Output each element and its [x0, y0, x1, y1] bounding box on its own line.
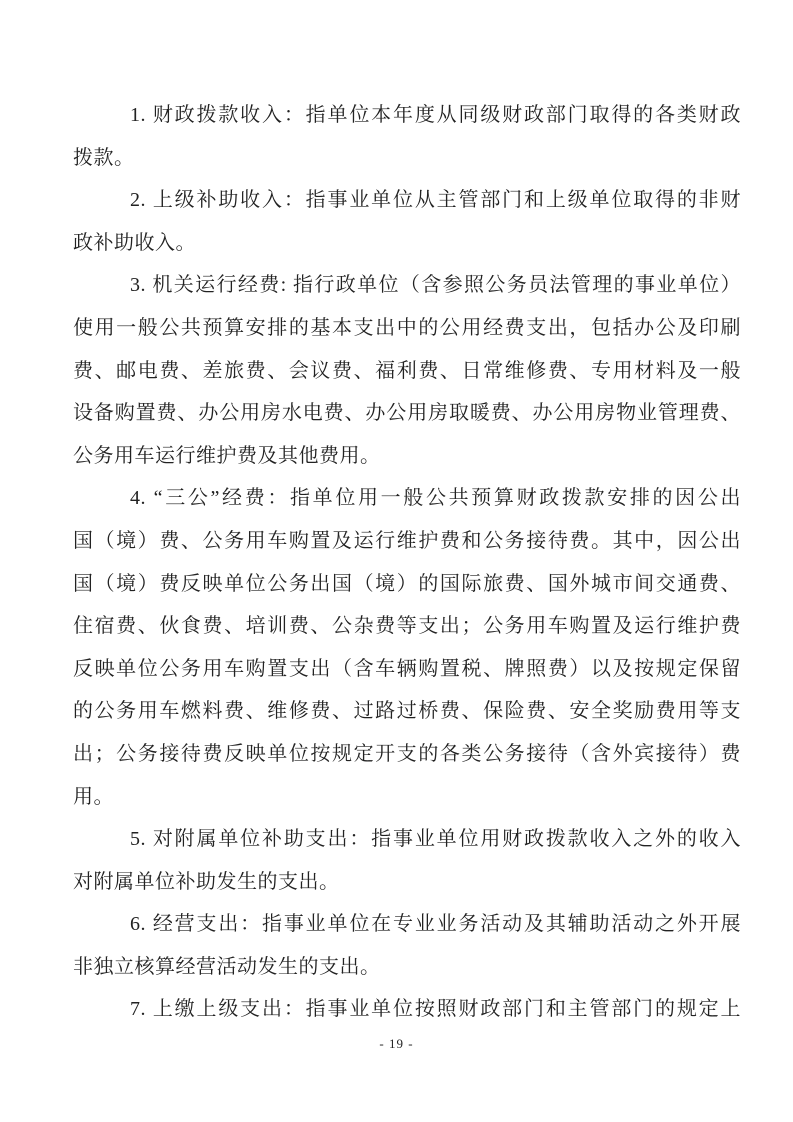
document-body [73, 94, 741, 1031]
text-line: 对附属单位补助发生的支出。 [73, 870, 340, 893]
text-line: 1. 财政拨款收入：指单位本年度从同级财政部门取得的各类财政 [130, 104, 741, 126]
text-line: 国（境）费反映单位公务出国（境）的国际旅费、国外城市间交通费、 [73, 572, 741, 595]
page-number: - 19 - [379, 1036, 414, 1051]
paragraph [73, 264, 741, 477]
text-line: 4. “三公”经费：指单位用一般公共预算财政拨款安排的因公出 [130, 487, 741, 510]
paragraph [73, 903, 741, 988]
text-line: 使用一般公共预算安排的基本支出中的公用经费支出，包括办公及印刷 [73, 316, 741, 339]
text-line: 5. 对附属单位补助支出：指事业单位用财政拨款收入之外的收入 [130, 828, 741, 851]
text-line: 6. 经营支出：指事业单位在专业业务活动及其辅助活动之外开展 [130, 913, 741, 936]
text-line: 政补助收入。 [73, 231, 196, 254]
paragraph [73, 94, 741, 179]
text-line: 用。 [73, 785, 114, 808]
paragraph [73, 988, 741, 1031]
text-line: 出；公务接待费反映单位按规定开支的各类公务接待（含外宾接待）费 [73, 742, 741, 765]
text-line: 3. 机关运行经费: 指行政单位（含参照公务员法管理的事业单位） [130, 274, 741, 297]
text-line: 反映单位公务用车购置支出（含车辆购置税、牌照费）以及按规定保留 [73, 657, 741, 680]
paragraph [73, 477, 741, 818]
text-line: 设备购置费、办公用房水电费、办公用房取暖费、办公用房物业管理费、 [73, 402, 741, 425]
text-line: 拨款。 [73, 146, 135, 169]
paragraph [73, 179, 741, 264]
text-line: 国（境）费、公务用车购置及运行维护费和公务接待费。其中，因公出 [73, 529, 741, 552]
text-line: 非独立核算经营活动发生的支出。 [73, 955, 381, 978]
text-line: 公务用车运行维护费及其他费用。 [73, 444, 381, 467]
text-line: 7. 上缴上级支出：指事业单位按照财政部门和主管部门的规定上 [130, 998, 741, 1021]
text-line: 2. 上级补助收入：指事业单位从主管部门和上级单位取得的非财 [130, 189, 741, 212]
text-line: 的公务用车燃料费、维修费、过路过桥费、保险费、安全奖励费用等支 [73, 700, 741, 723]
text-line: 费、邮电费、差旅费、会议费、福利费、日常维修费、专用材料及一般 [73, 359, 741, 382]
paragraph [73, 818, 741, 903]
text-line: 住宿费、伙食费、培训费、公杂费等支出；公务用车购置及运行维护费 [73, 615, 741, 638]
